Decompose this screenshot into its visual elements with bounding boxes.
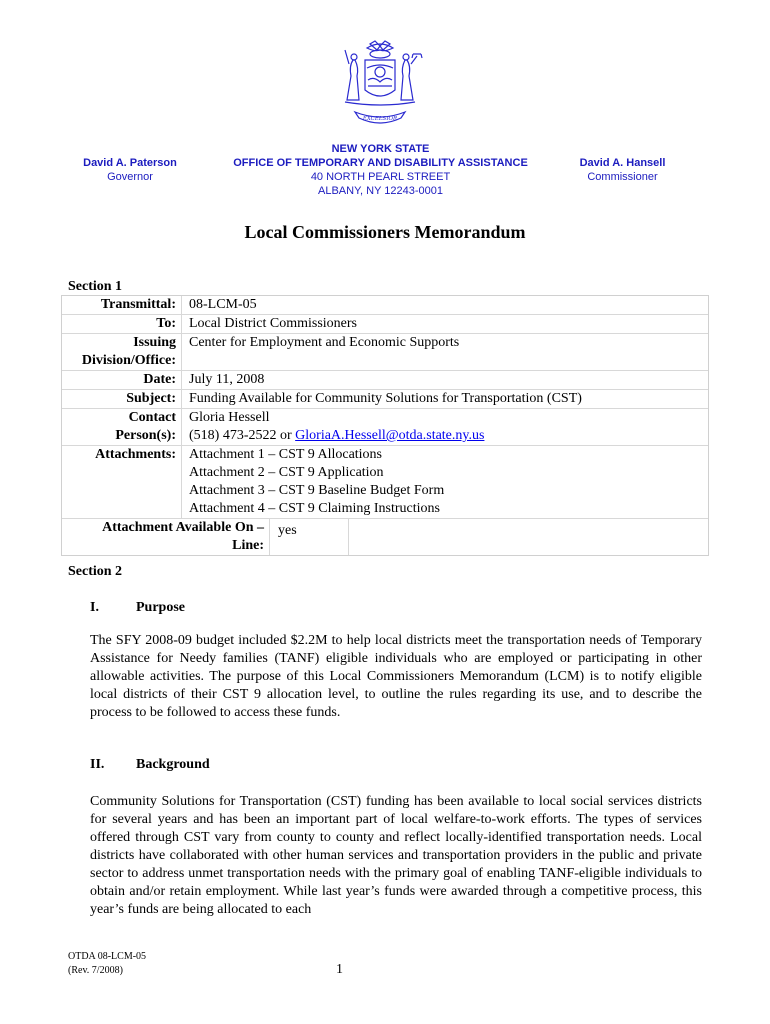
table-row (62, 519, 708, 555)
contact-label-line1: Contact (128, 410, 176, 425)
table-row (62, 371, 708, 390)
attachment-item: Attachment 1 – CST 9 Allocations (189, 447, 383, 462)
subject-label: Subject: (62, 390, 182, 408)
issuing-label-line2: Division/Office: (81, 353, 176, 368)
subject-value: Funding Available for Community Solutions for Transportation (CST) (189, 391, 582, 406)
date-label: Date: (62, 371, 182, 389)
background-paragraph: Community Solutions for Transportation (CST) funding has been available to local social services districts for several years and has been an important part of local welfare-to-work efforts. The types of services offered through CST vary from county to county and reflect locally-identified transportation needs. Local districts have collaborated with other human services and transportation providers in the public and private sector to address unmet transportation needs with the primary goal of enabling TANF-eligible individuals to obtain and/or retain employment. While last year’s funds were awarded through a competitive process, this year’s funds are being allocated to each (90, 794, 702, 917)
attachment-item: Attachment 4 – CST 9 Claiming Instructions (189, 501, 440, 516)
contact-email-link[interactable]: GloriaA.Hessell@otda.state.ny.us (295, 428, 485, 443)
purpose-title: Purpose (136, 600, 185, 615)
contact-phone: (518) 473-2522 or (189, 428, 296, 443)
footer-revision: (Rev. 7/2008) (68, 965, 123, 976)
agency-office: OFFICE OF TEMPORARY AND DISABILITY ASSISTANCE (233, 157, 528, 169)
background-number: II. (90, 757, 105, 772)
table-row (62, 409, 708, 446)
background-heading (90, 757, 210, 773)
memo-title: Local Commissioners Memorandum (244, 222, 526, 242)
transmittal-value: 08-LCM-05 (189, 297, 257, 312)
table-row (62, 446, 708, 519)
to-label: To: (62, 315, 182, 333)
commissioner-name: David A. Hansell (579, 157, 666, 169)
issuing-label (62, 334, 182, 370)
memo-info-table (61, 295, 709, 556)
agency-city: ALBANY, NY 12243-0001 (318, 185, 443, 197)
online-label-line1: Attachment Available On – (102, 520, 264, 535)
agency-state: NEW YORK STATE (331, 143, 430, 155)
attachments-label: Attachments: (62, 446, 182, 518)
footer-doc-code: OTDA 08-LCM-05 (68, 951, 147, 962)
table-row (62, 334, 708, 371)
contact-name: Gloria Hessell (189, 410, 270, 425)
online-value: yes (270, 519, 349, 555)
governor-name: David A. Paterson (83, 157, 177, 169)
attachment-item: Attachment 3 – CST 9 Baseline Budget Form (189, 483, 445, 498)
commissioner-title: Commissioner (587, 171, 658, 183)
date-value: July 11, 2008 (189, 372, 265, 387)
issuing-value: Center for Employment and Economic Supports (189, 335, 460, 350)
contact-value (182, 409, 708, 445)
new-york-state-seal (305, 38, 455, 138)
purpose-number: I. (90, 600, 99, 615)
governor-block (70, 156, 190, 184)
attachment-item: Attachment 2 – CST 9 Application (189, 465, 384, 480)
table-row (62, 296, 708, 315)
online-label (62, 519, 270, 555)
agency-street: 40 NORTH PEARL STREET (310, 171, 451, 183)
to-value: Local District Commissioners (189, 316, 357, 331)
section-2-label: Section 2 (68, 564, 123, 579)
background-title: Background (136, 757, 210, 772)
contact-label-line2: Person(s): (115, 428, 176, 443)
governor-title: Governor (107, 171, 153, 183)
seal-motto: EXCELSIOR (362, 116, 398, 122)
attachments-list (182, 446, 708, 518)
section-1-label: Section 1 (68, 279, 123, 294)
issuing-label-line1: Issuing (133, 335, 176, 350)
online-label-line2: Line: (232, 538, 264, 553)
commissioner-block (565, 156, 680, 184)
page-number: 1 (336, 962, 343, 977)
contact-label (62, 409, 182, 445)
purpose-paragraph: The SFY 2008-09 budget included $2.2M to help local districts meet the transportation needs of Temporary Assistance for Needy families (TANF) eligible individuals who are employed or participating in other allowable activities. The purpose of this Local Commissioners Memorandum (LCM) is to notify eligible local districts of their CST 9 allocation level, to outline the rules regarding its use, and to describe the process to be followed to access these funds. (90, 633, 702, 720)
table-row (62, 390, 708, 409)
agency-address-block (218, 142, 543, 198)
purpose-heading (90, 600, 185, 616)
transmittal-label: Transmittal: (62, 296, 182, 314)
table-row (62, 315, 708, 334)
